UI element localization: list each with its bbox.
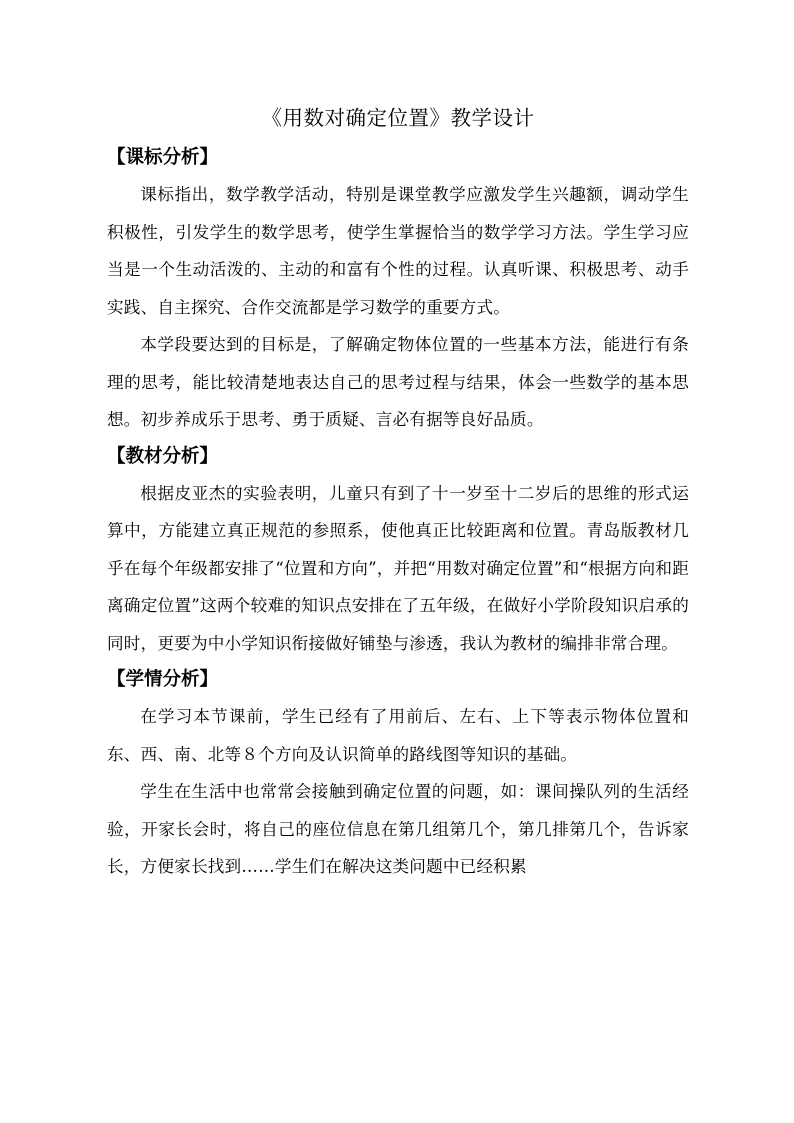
page-title: 《用数对确定位置》教学设计	[261, 106, 535, 130]
paragraph: 学生在生活中也常常会接触到确定位置的问题，如：课间操队列的生活经验，开家长会时，将自己的座位信息在第几组第几个，第几排第几个，告诉家长，方便家长找到……学生们在解决这类问题中已经积累	[107, 782, 689, 876]
paragraph: 根据皮亚杰的实验表明，儿童只有到了十一岁至十二岁后的思维的形式运算中，方能建立真正规范的参照系，使他真正比较距离和位置。青岛版教材几乎在每个年级都安排了“位置和方向”，并把“用数对确定位置”和“根据方向和距离确定位置”这两个较难的知识点安排在了五年级，在做好小学阶段知识启承的同时，更要为中小学知识衔接做好铺垫与渗透，我认为教材的编排非常合理。	[107, 483, 689, 653]
section-textbook-analysis	[107, 439, 689, 663]
paragraph: 本学段要达到的目标是，了解确定物体位置的一些基本方法，能进行有条理的思考，能比较清楚地表达自己的思考过程与结果，体会一些数学的基本思想。初步养成乐于思考、勇于质疑、言必有据等良好品质。	[107, 335, 689, 429]
document-body	[107, 100, 689, 886]
section-heading: 【课标分析】	[107, 147, 219, 168]
section-curriculum-analysis	[107, 140, 689, 439]
section-heading: 【教材分析】	[107, 445, 219, 467]
section-heading: 【学情分析】	[107, 669, 219, 690]
paragraph: 在学习本节课前，学生已经有了用前后、左右、上下等表示物体位置和东、西、南、北等８个方向及认识简单的路线图等知识的基础。	[107, 707, 689, 764]
section-student-analysis	[107, 662, 689, 886]
paragraph: 课标指出，数学教学活动，特别是课堂教学应激发学生兴趣额，调动学生积极性，引发学生的数学思考，使学生掌握恰当的数学学习方法。学生学习应当是一个生动活泼的、主动的和富有个性的过程。认真听课、积极思考、动手实践、自主探究、合作交流都是学习数学的重要方式。	[107, 185, 689, 317]
